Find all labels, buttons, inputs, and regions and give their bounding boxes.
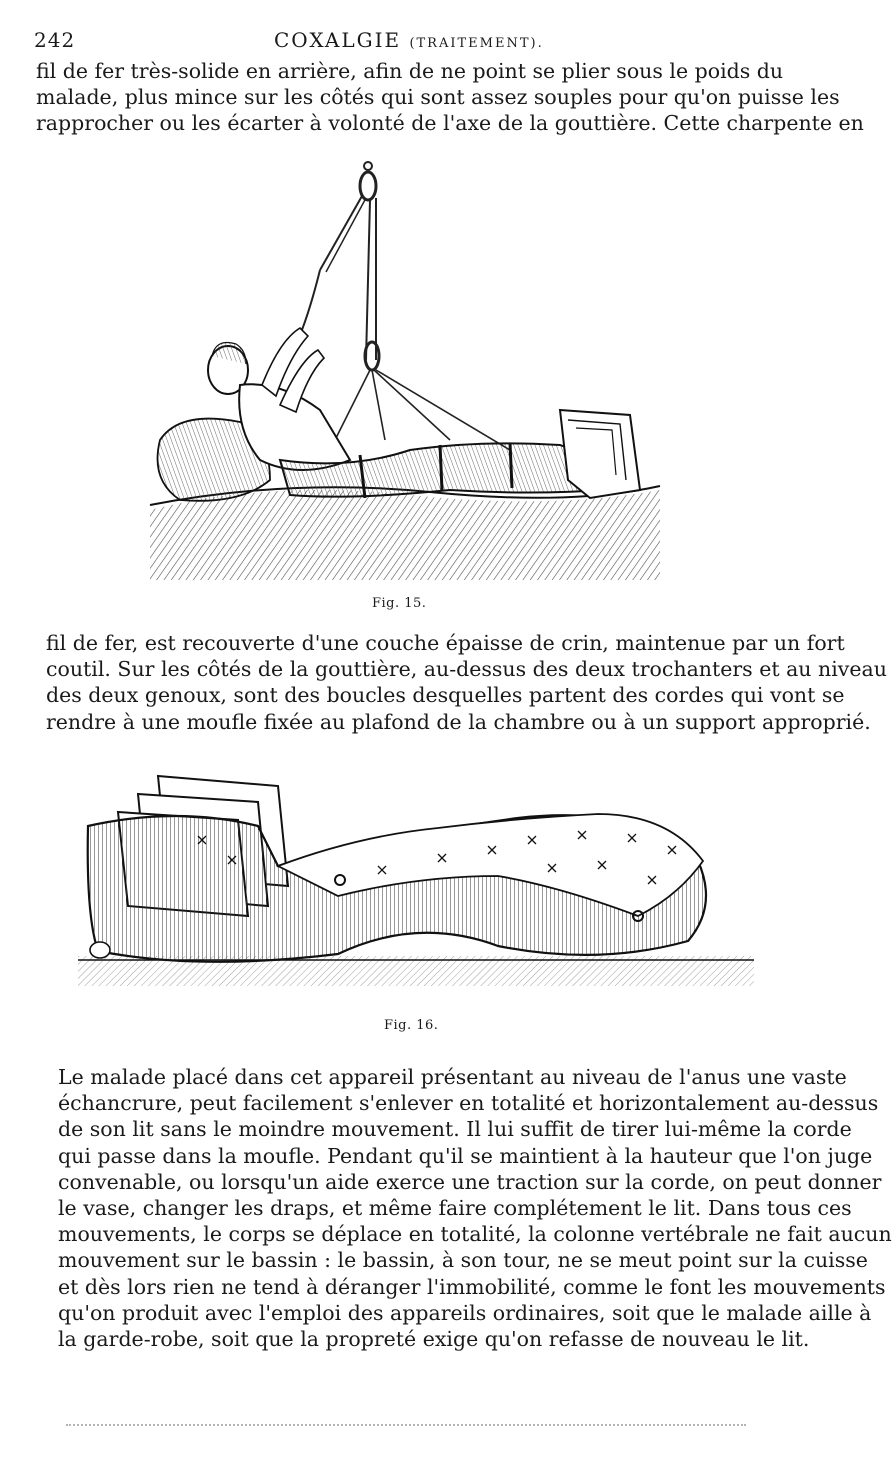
text-line: fil de fer, est recouverte d'une couche épaisse de crin, maintenue par un fort <box>46 631 845 655</box>
paragraph-3 <box>58 1064 892 1352</box>
text-line: des deux genoux, sont des boucles desquelles partent des cordes qui vont se <box>46 683 845 708</box>
paragraph-1 <box>36 58 864 137</box>
running-head-sub: (TRAITEMENT). <box>409 36 544 51</box>
figure-16-illustration <box>78 766 754 1000</box>
text-line: le vase, changer les draps, et même faire complétement le lit. Dans tous ces <box>58 1196 852 1221</box>
figure-15-illustration <box>150 160 660 580</box>
text-line: la garde-robe, soit que la propreté exige qu'on refasse de nouveau le lit. <box>58 1327 810 1352</box>
text-line: et dès lors rien ne tend à déranger l'immobilité, comme le font les mouvements <box>58 1274 886 1299</box>
running-head-main: COXALGIE <box>274 28 402 52</box>
text-line: échancrure, peut facilement s'enlever en totalité et horizontalement au-dessus <box>58 1091 879 1116</box>
text-line: malade, plus mince sur les côtés qui sont assez souples pour qu'on puisse les <box>36 85 840 110</box>
text-line: mouvements, le corps se déplace en totalité, la colonne vertébrale ne fait aucun <box>58 1222 892 1247</box>
text-line: rendre à une moufle fixée au plafond de la chambre ou à un support approprié. <box>46 709 871 734</box>
footer-divider <box>66 1424 746 1426</box>
running-head <box>274 28 544 52</box>
text-line: qui passe dans la moufle. Pendant qu'il se maintient à la hauteur que l'on juge <box>58 1143 873 1168</box>
text-line: rapprocher ou les écarter à volonté de l'axe de la gouttière. Cette charpente en <box>36 111 864 136</box>
paragraph-2 <box>46 630 887 735</box>
figure-16-caption: Fig. 16. <box>384 1018 439 1033</box>
text-line: mouvement sur le bassin : le bassin, à son tour, ne se meut point sur la cuisse <box>58 1248 868 1273</box>
figure-15-caption: Fig. 15. <box>372 596 427 611</box>
text-line: de son lit sans le moindre mouvement. Il lui suffit de tirer lui-même la corde <box>58 1117 852 1142</box>
text-line: convenable, ou lorsqu'un aide exerce une traction sur la corde, on peut donner <box>58 1169 882 1194</box>
text-line: qu'on produit avec l'emploi des appareils ordinaires, soit que le malade aille à <box>58 1300 872 1325</box>
page-header <box>34 28 764 58</box>
text-line: Le malade placé dans cet appareil présentant au niveau de l'anus une vaste <box>58 1065 847 1089</box>
page-number: 242 <box>34 28 76 52</box>
text-line: coutil. Sur les côtés de la gouttière, au-dessus des deux trochanters et au niveau <box>46 657 887 682</box>
text-line: fil de fer très-solide en arrière, afin de ne point se plier sous le poids du <box>36 59 784 83</box>
